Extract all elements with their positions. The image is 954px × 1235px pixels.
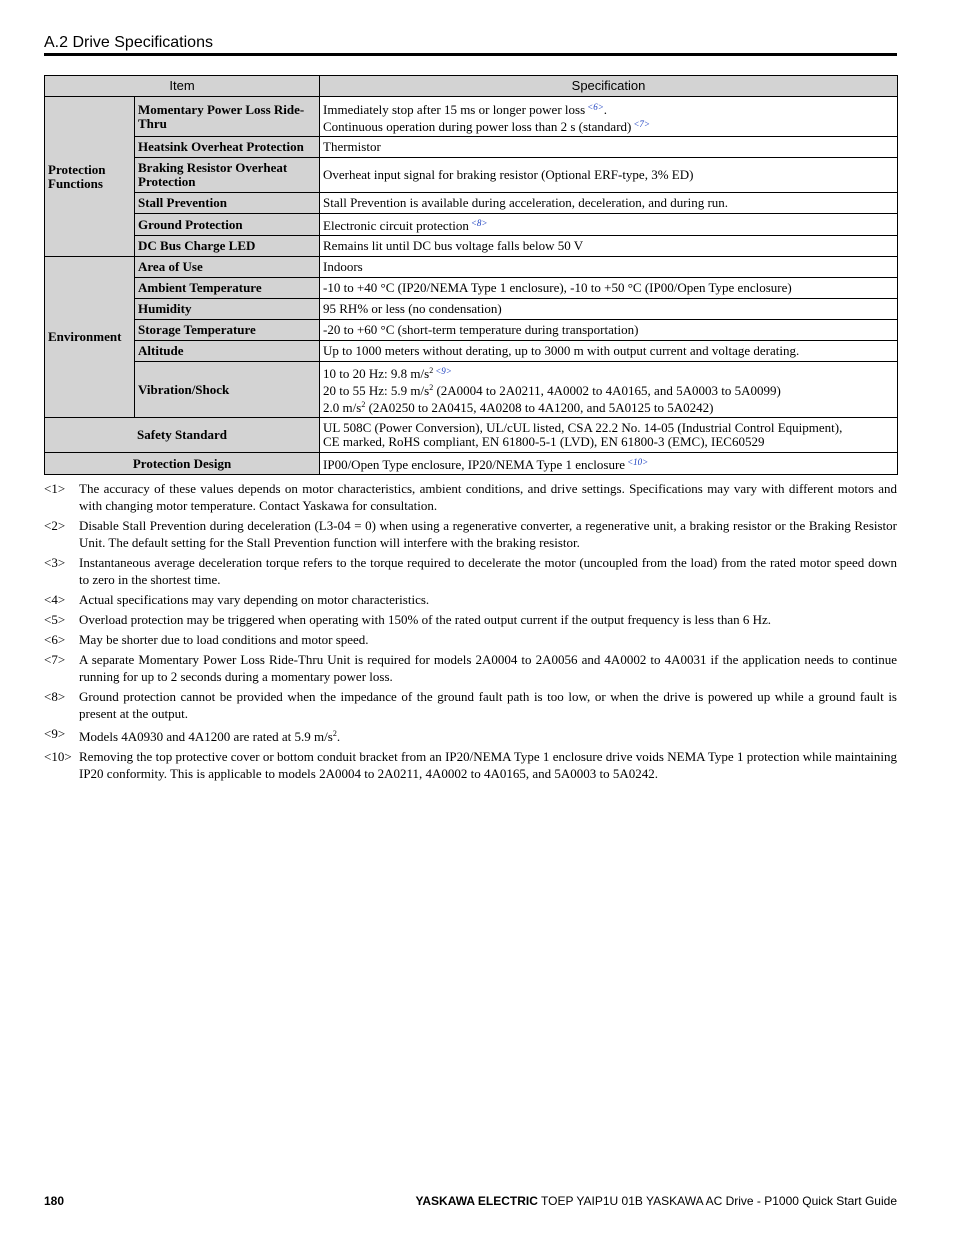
table-row xyxy=(45,362,898,418)
footnote-number: <5> xyxy=(44,612,66,627)
value-text: Continuous operation during power loss than 2 s (standard) xyxy=(323,118,632,134)
item-cell: Heatsink Overheat Protection xyxy=(135,137,320,158)
footnote xyxy=(44,480,897,514)
item-cell: Area of Use xyxy=(135,257,320,278)
value-cell xyxy=(320,418,898,453)
value-text: CE marked, RoHS compliant, EN 61800-5-1 (LVD), EN 61800-3 (EMC), IEC60529 xyxy=(323,434,765,449)
group-environment: Environment xyxy=(45,257,135,418)
item-cell: DC Bus Charge LED xyxy=(135,236,320,257)
footnote-number: <10> xyxy=(44,749,72,764)
spec-table xyxy=(44,75,898,475)
footnote-text: Disable Stall Prevention during deceleration (L3-04 = 0) when using a regenerative converter, a regenerative unit, a braking resistor or the Braking Resistor Unit. The default setting for the Stall Prevention function will interfere with the braking resistor. xyxy=(79,518,897,550)
footnote-text-container xyxy=(79,725,897,745)
footnote-number: <4> xyxy=(44,592,66,607)
footnote-text: Ground protection cannot be provided when the impedance of the ground fault path is too low, or when the drive is powered up while a ground fault is present at the output. xyxy=(79,689,897,721)
table-row xyxy=(45,97,898,137)
section-title: A.2 Drive Specifications xyxy=(44,34,213,51)
item-cell: Altitude xyxy=(135,341,320,362)
value-cell: -20 to +60 °C (short-term temperature during transportation) xyxy=(320,320,898,341)
value-cell xyxy=(320,362,898,418)
value-cell: Remains lit until DC bus voltage falls below 50 V xyxy=(320,236,898,257)
value-cell: 95 RH% or less (no condensation) xyxy=(320,299,898,320)
note-ref-link[interactable]: <7> xyxy=(633,118,651,129)
note-ref-link[interactable]: <8> xyxy=(470,218,488,228)
value-text: (2A0250 to 2A0415, 4A0208 to 4A1200, and 5A0125 to 5A0242) xyxy=(365,400,714,415)
item-cell: Vibration/Shock xyxy=(135,362,320,418)
superscript: 2 xyxy=(332,729,337,738)
footnotes xyxy=(44,480,897,785)
superscript: 2 xyxy=(429,366,434,375)
footnote xyxy=(44,688,897,722)
note-ref-link[interactable]: <10> xyxy=(627,457,649,467)
header-specification: Specification xyxy=(320,76,898,97)
table-row xyxy=(45,278,898,299)
item-cell: Stall Prevention xyxy=(135,193,320,214)
footer-brand: YASKAWA ELECTRIC xyxy=(415,1194,538,1208)
footnote-number: <2> xyxy=(44,518,66,533)
footnote-text: Models 4A0930 and 4A1200 are rated at 5.9 m/s xyxy=(79,729,333,744)
footnote-number: <7> xyxy=(44,652,66,667)
item-cell: Ambient Temperature xyxy=(135,278,320,299)
footnote-text: Removing the top protective cover or bottom conduit bracket from an IP20/NEMA Type 1 enclosure drive voids NEMA Type 1 protection while maintaining IP20 conformity. This is applicable to models 2A0004 to 2A0211, 4A0002 to 4A0165, and 5A0003 to 5A0242. xyxy=(79,749,897,781)
value-cell xyxy=(320,453,898,475)
item-protection-design: Protection Design xyxy=(45,453,320,475)
table-row xyxy=(45,320,898,341)
footnote-text: A separate Momentary Power Loss Ride-Thru Unit is required for models 2A0004 to 2A0056 and 4A0002 to 4A0031 if the application needs to continue running for up to 2 seconds during a momentary power loss. xyxy=(79,652,897,684)
footnote-text: Actual specifications may vary depending on motor characteristics. xyxy=(79,592,430,607)
footnote-text: Overload protection may be triggered when operating with 150% of the rated output current if the output frequency is less than 6 Hz. xyxy=(79,612,772,627)
table-row xyxy=(45,453,898,475)
footnote-number: <6> xyxy=(44,632,66,647)
value-cell: -10 to +40 °C (IP20/NEMA Type 1 enclosure), -10 to +50 °C (IP00/Open Type enclosure) xyxy=(320,278,898,299)
table-row xyxy=(45,299,898,320)
footnote xyxy=(44,554,897,588)
footnote-text-tail: . xyxy=(336,729,341,744)
value-text: 20 to 55 Hz: 5.9 m/s xyxy=(323,383,430,398)
value-cell: Up to 1000 meters without derating, up to 3000 m with output current and voltage derating. xyxy=(320,341,898,362)
item-cell: Momentary Power Loss Ride-Thru xyxy=(135,97,320,137)
table-row xyxy=(45,341,898,362)
value-cell: Indoors xyxy=(320,257,898,278)
header-item: Item xyxy=(45,76,320,97)
value-cell: Stall Prevention is available during acceleration, deceleration, and during run. xyxy=(320,193,898,214)
value-text: 2.0 m/s xyxy=(323,400,362,415)
value-cell xyxy=(320,214,898,236)
page-number: 180 xyxy=(44,1194,65,1208)
footnote xyxy=(44,611,897,628)
note-ref-link[interactable]: <9> xyxy=(435,366,452,376)
value-text: IP00/Open Type enclosure, IP20/NEMA Type 1 enclosure xyxy=(323,457,626,472)
footnote xyxy=(44,517,897,551)
value-cell: Overheat input signal for braking resistor (Optional ERF-type, 3% ED) xyxy=(320,158,898,193)
item-safety-standard: Safety Standard xyxy=(45,418,320,453)
footnote-text: May be shorter due to load conditions and motor speed. xyxy=(79,632,369,647)
value-text: Electronic circuit protection xyxy=(323,218,469,233)
value-text: 10 to 20 Hz: 9.8 m/s xyxy=(323,366,430,381)
table-row xyxy=(45,236,898,257)
table-row xyxy=(45,137,898,158)
value-text: Immediately stop after 15 ms or longer power loss xyxy=(323,101,586,117)
item-cell: Humidity xyxy=(135,299,320,320)
footer-doc-title xyxy=(415,1194,897,1208)
footnote xyxy=(44,725,897,745)
table-row xyxy=(45,418,898,453)
footnote-number: <9> xyxy=(44,726,66,741)
item-cell: Storage Temperature xyxy=(135,320,320,341)
item-cell: Ground Protection xyxy=(135,214,320,236)
footnote-text: Instantaneous average deceleration torque refers to the torque required to decelerate the motor (uncoupled from the load) from the rated motor speed down to zero in the shortest time. xyxy=(79,555,897,587)
footnote xyxy=(44,748,897,782)
footnote-text: The accuracy of these values depends on motor characteristics, ambient conditions, and drive settings. Specifications may vary with different motors and with changing motor temperature. Contact Yaskawa for consultation. xyxy=(79,481,897,513)
table-header-row xyxy=(45,76,898,97)
value-text: . xyxy=(603,101,608,117)
item-cell: Braking Resistor Overheat Protection xyxy=(135,158,320,193)
table-row xyxy=(45,193,898,214)
table-row xyxy=(45,257,898,278)
section-header xyxy=(44,34,897,56)
superscript: 2 xyxy=(429,383,434,392)
note-ref-link[interactable]: <6> xyxy=(587,101,604,112)
table-row xyxy=(45,214,898,236)
footnote-number: <1> xyxy=(44,481,66,496)
value-cell xyxy=(320,97,898,137)
footnote xyxy=(44,631,897,648)
footnote xyxy=(44,591,897,608)
footer-doc: TOEP YAIP1U 01B YASKAWA AC Drive - P1000 Quick Start Guide xyxy=(537,1194,897,1208)
value-cell: Thermistor xyxy=(320,137,898,158)
footnote-number: <3> xyxy=(44,555,66,570)
footnote xyxy=(44,651,897,685)
value-text: UL 508C (Power Conversion), UL/cUL listed, CSA 22.2 No. 14-05 (Industrial Control Equipment), xyxy=(323,420,843,435)
superscript: 2 xyxy=(361,400,366,409)
group-protection-functions: Protection Functions xyxy=(45,97,135,257)
table-row xyxy=(45,158,898,193)
value-text: (2A0004 to 2A0211, 4A0002 to 4A0165, and 5A0003 to 5A0099) xyxy=(433,383,781,398)
footnote-number: <8> xyxy=(44,689,66,704)
